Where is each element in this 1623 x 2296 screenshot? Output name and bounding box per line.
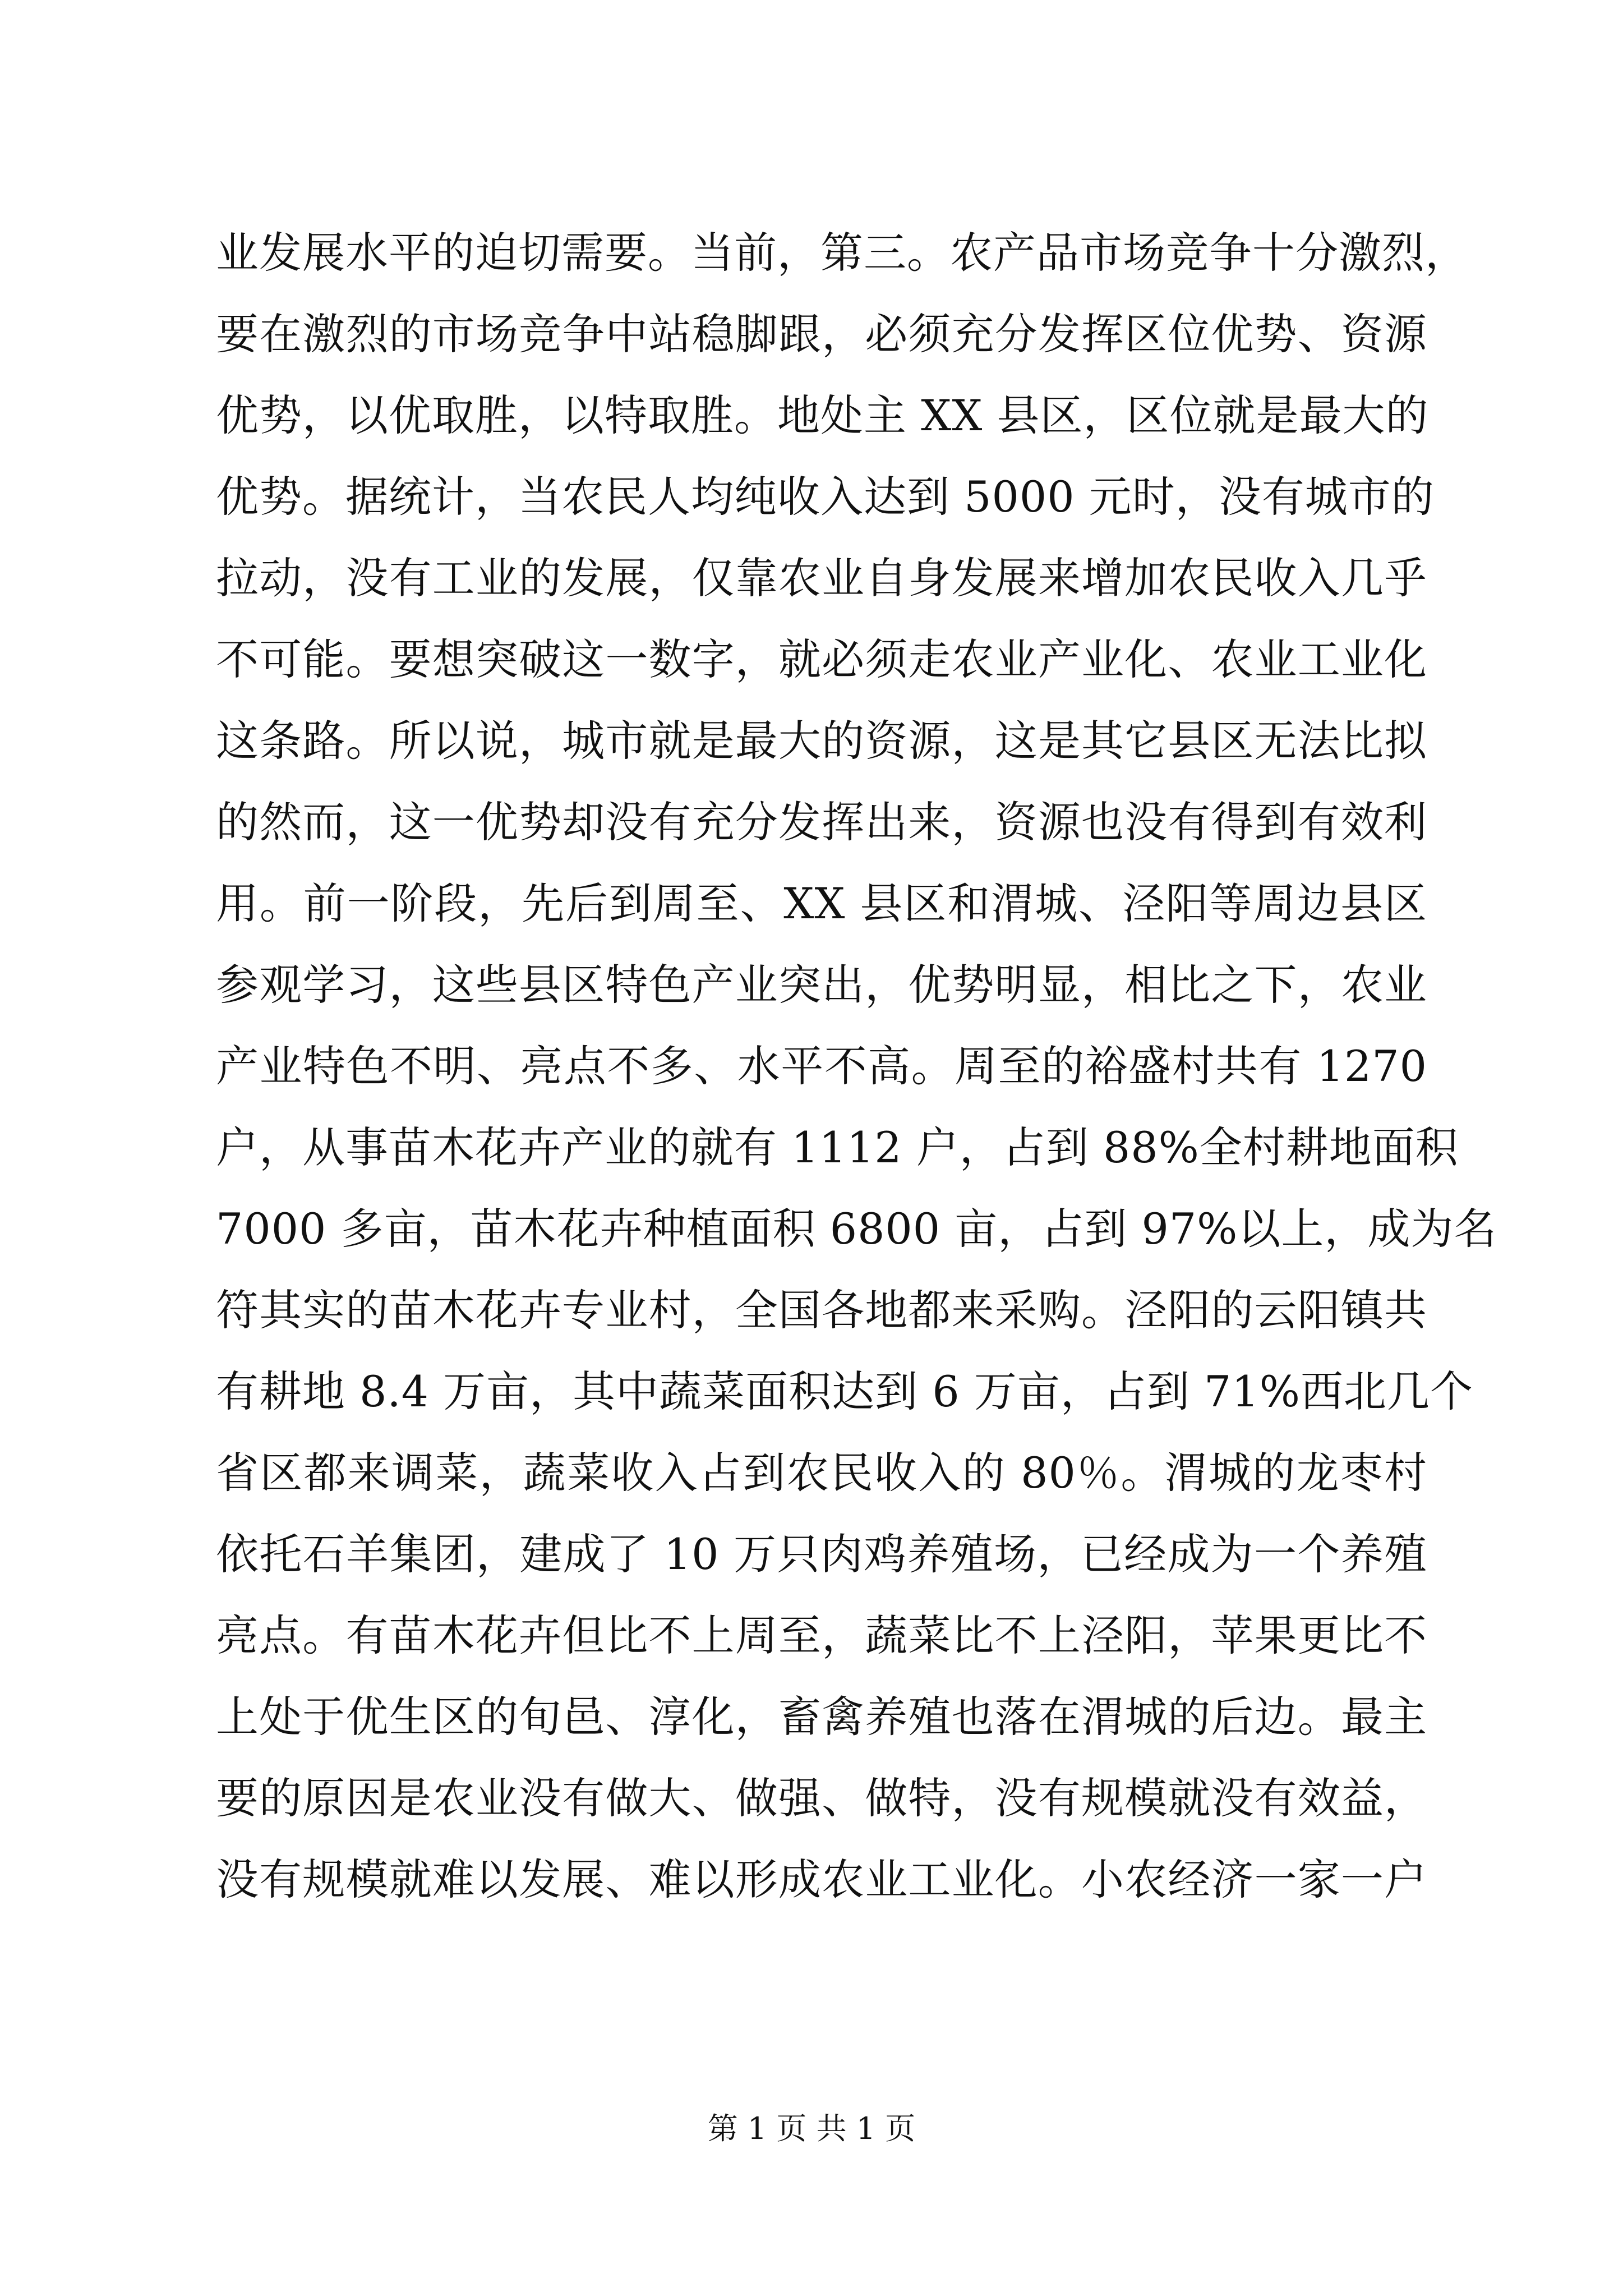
text-line: 省区都来调菜，蔬菜收入占到农民收入的 80％。渭城的龙枣村 xyxy=(216,1448,1427,1498)
text-line: 上处于优生区的旬邑、淳化，畜禽养殖也落在渭城的后边。最主 xyxy=(216,1692,1427,1742)
text-line: 亮点。有苗木花卉但比不上周至，蔬菜比不上泾阳，苹果更比不 xyxy=(216,1611,1427,1660)
text-line: 有耕地 8.4 万亩，其中蔬菜面积达到 6 万亩，占到 71%西北几个 xyxy=(216,1366,1473,1416)
text-line: 优势，以优取胜，以特取胜。地处主 XX 县区，区位就是最大的 xyxy=(216,390,1429,440)
text-line: 要的原因是农业没有做大、做强、做特，没有规模就没有效益， xyxy=(216,1773,1427,1823)
text-line: 没有规模就难以发展、难以形成农业工业化。小农经济一家一户 xyxy=(216,1855,1427,1904)
text-line: 符其实的苗木花卉专业村，全国各地都来采购。泾阳的云阳镇共 xyxy=(216,1285,1427,1335)
body-text xyxy=(216,212,1497,1920)
text-line: 要在激烈的市场竞争中站稳脚跟，必须充分发挥区位优势、资源 xyxy=(216,309,1427,359)
text-line: 优势。据统计，当农民人均纯收入达到 5000 元时，没有城市的 xyxy=(216,472,1435,522)
page-number-label: 第 1 页 共 1 页 xyxy=(707,2111,916,2146)
text-line: 用。前一阶段，先后到周至、XX 县区和渭城、泾阳等周边县区 xyxy=(216,878,1427,928)
text-line: 参观学习，这些县区特色产业突出，优势明显，相比之下，农业 xyxy=(216,960,1427,1010)
text-line: 这条路。所以说，城市就是最大的资源，这是其它县区无法比拟 xyxy=(216,716,1427,766)
page-footer xyxy=(0,2109,1623,2148)
text-line: 业发展水平的迫切需要。当前，第三。农产品市场竞争十分激烈， xyxy=(216,228,1468,278)
text-line: 户，从事苗木花卉产业的就有 1112 户，占到 88%全村耕地面积 xyxy=(216,1122,1459,1172)
text-line: 的然而，这一优势却没有充分发挥出来，资源也没有得到有效利 xyxy=(216,797,1427,847)
text-line: 不可能。要想突破这一数字，就必须走农业产业化、农业工业化 xyxy=(216,634,1427,684)
text-line: 依托石羊集团，建成了 10 万只肉鸡养殖场，已经成为一个养殖 xyxy=(216,1529,1427,1579)
text-line: 产业特色不明、亮点不多、水平不高。周至的裕盛村共有 1270 xyxy=(216,1041,1427,1091)
text-line: 拉动，没有工业的发展，仅靠农业自身发展来增加农民收入几乎 xyxy=(216,553,1427,603)
text-line: 7000 多亩，苗木花卉种植面积 6800 亩，占到 97%以上，成为名 xyxy=(216,1204,1497,1254)
